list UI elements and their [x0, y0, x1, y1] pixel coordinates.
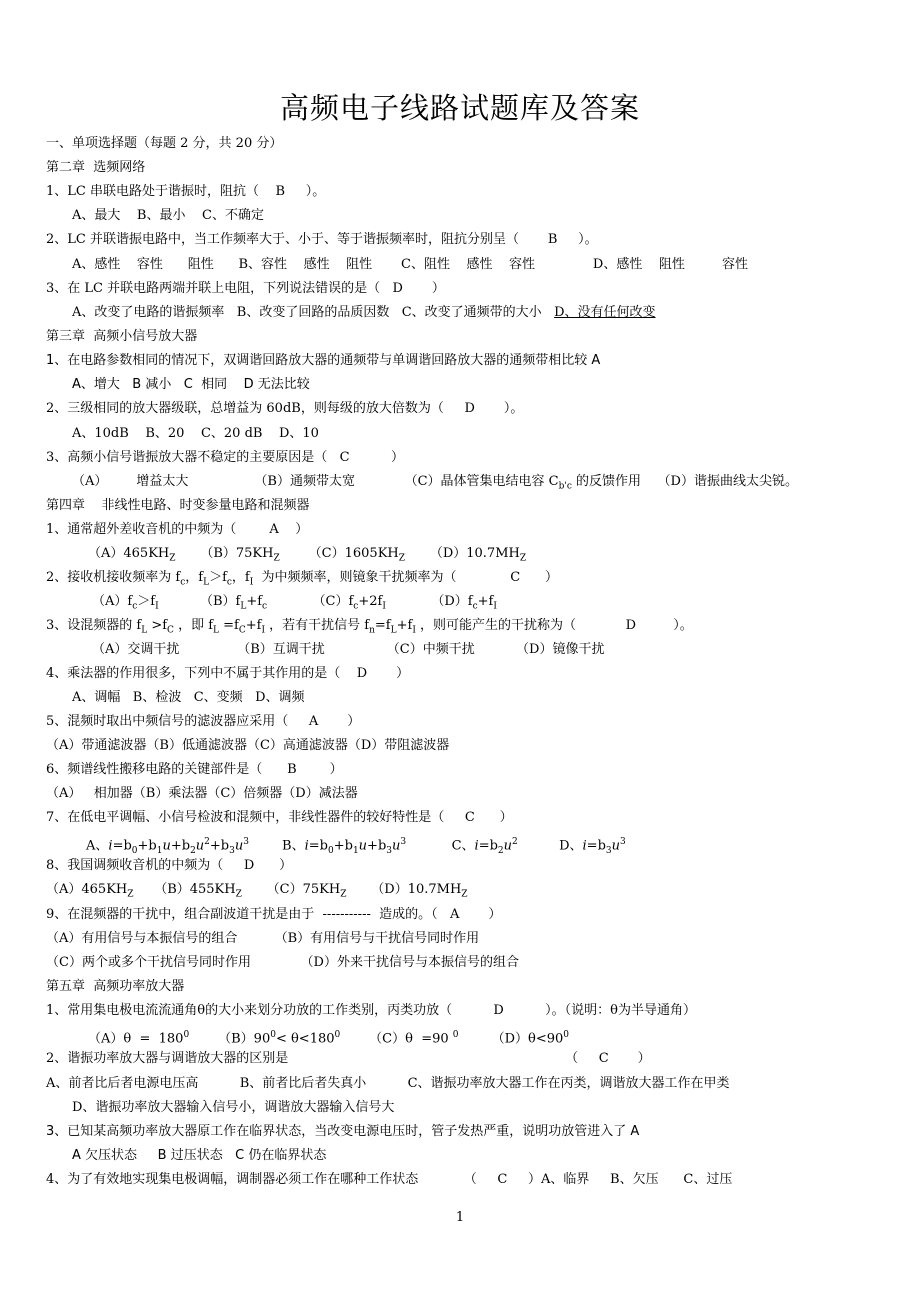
question-options: A、调幅 B、检波 C、变频 D、调频: [72, 690, 305, 705]
question-text: 1、通常超外差收音机的中频为（ A ）: [46, 522, 309, 537]
question-options: [72, 304, 656, 322]
question-options: （A）带通滤波器（B）低通滤波器（C）高通滤波器（D）带阻滤波器: [46, 738, 450, 753]
question-fragment: ，若有干扰信号 f: [269, 618, 370, 633]
subscript: Z: [169, 553, 176, 564]
option-text: （B）90: [189, 1031, 271, 1047]
option-text: （C）θ =90: [340, 1031, 453, 1047]
subscript: Z: [235, 889, 242, 900]
question-options: $(A)f_c>f_I$ $(B)f_L+f_c$ $(C)f_c+2f_I$ $(D)f_c+f_I$: [92, 594, 497, 612]
question-text: 2、LC 并联谐振电路中，当工作频率大于、小于、等于谐振频率时，阻抗分别呈（ B ）。: [46, 232, 598, 247]
question-options: （C）两个或多个干扰信号同时作用 （D）外来干扰信号与本振信号的组合: [46, 955, 519, 970]
question-text: 4、乘法器的作用很多，下列中不属于其作用的是（ D ）: [46, 666, 410, 681]
option-text: （B）75KH: [175, 546, 274, 561]
chapter-heading: 第三章 高频小信号放大器: [46, 329, 198, 344]
option-text: （A） 增益太大 （B）通频带太宽 （C）晶体管集电结电容 C: [72, 474, 559, 489]
question-options: D、谐振功率放大器输入信号小，调谐放大器输入信号大: [72, 1100, 395, 1115]
question-text: 9、在混频器的干扰中，组合副波道干扰是由于 ----------- 造成的。（ A ）: [46, 907, 502, 922]
subscript: Z: [273, 553, 280, 564]
question-fragment: 为中频频率，则镜象干扰频率为（ C ）: [253, 570, 559, 585]
subscript: Z: [340, 889, 347, 900]
option-text: （C）1605KH: [279, 546, 399, 561]
question-text: 2、谐振功率放大器与调谐放大器的区别是 （ C ）: [46, 1051, 651, 1066]
question-text: 2、三级相同的放大器级联，总增益为 60dB，则每级的放大倍数为（ D ）。: [46, 401, 524, 416]
question-text: 3、在 LC 并联电路两端并联上电阻，下列说法错误的是（ D ）: [46, 281, 445, 296]
subscript: Z: [519, 553, 527, 564]
question-options: A 欠压状态 B 过压状态 C 仍在临界状态: [72, 1148, 327, 1163]
option-text: （D）θ<90: [458, 1031, 564, 1047]
question-options: A、前者比后者电源电压高 B、前者比后者失真小 C、谐振功率放大器工作在丙类，调谐放大器工作在甲类: [46, 1076, 730, 1091]
question-fragment: 2、接收机接收频率为 f: [46, 570, 181, 585]
superscript: 0: [183, 1030, 190, 1040]
question-text: 3、设混频器的 $f_L >f_C$ ，即 $f_L =f_C+f_I$ ，若有干扰信号 $f_n=f_L+f_I$ ，则可能产生的干扰称为（ D ）。: [46, 618, 693, 636]
superscript: 0: [270, 1030, 276, 1040]
option-text: （D）10.7MH: [346, 882, 462, 897]
option-text: （A）f: [92, 594, 133, 609]
subscript: Z: [127, 889, 134, 900]
subscript: Z: [398, 553, 406, 564]
question-options: [46, 881, 468, 904]
question-text: 8、我国调频收音机的中频为（ D ）: [46, 858, 293, 873]
option-text: （D）10.7MH: [405, 546, 520, 561]
question-text: 1、LC 串联电路处于谐振时，阻抗（ B ）。: [46, 184, 326, 199]
page-title: 高频电子线路试题库及答案: [279, 91, 640, 125]
question-text: 5、混频时取出中频信号的滤波器应采用（ A ）: [46, 714, 361, 729]
chapter-heading: 第四章 非线性电路、时变参量电路和混频器: [46, 498, 310, 513]
question-options: A、增大 B 减小 C 相同 D 无法比较: [72, 377, 310, 392]
question-text: 4、为了有效地实现集电极调幅，调制器必须工作在哪种工作状态 （ C ）A、临界 B、欠压 C、过压: [46, 1172, 733, 1187]
question-options: （A）交调干扰 （B）互调干扰 （C）中频干扰 （D）镜像干扰: [92, 642, 605, 657]
question-options: A、感性 容性 阻性 B、容性 感性 阻性 C、阻性 感性 容性 D、感性 阻性 容性: [72, 257, 749, 272]
question-text: 3、高频小信号谐振放大器不稳定的主要原因是（ C ）: [46, 450, 404, 465]
question-options: A、最大 B、最小 C、不确定: [72, 208, 264, 223]
page-number: 1: [455, 1210, 465, 1225]
option-text: A、改变了电路的谐振频率 B、改变了回路的品质因数 C、改变了通频带的大小: [72, 305, 555, 320]
question-options: [88, 545, 526, 568]
question-text: 1、在电路参数相同的情况下，双调谐回路放大器的通频带与单调谐回路放大器的通频带相比较 A: [46, 353, 601, 368]
option-text: （A）θ = 180: [88, 1031, 184, 1047]
superscript: 0: [452, 1030, 459, 1040]
chapter-heading: 第五章 高频功率放大器: [46, 979, 185, 994]
subscript: b'c: [558, 481, 572, 492]
subscript: Z: [461, 889, 468, 900]
formula-options: A、$i=b_0+b_1u+b_2u^2+b_3u^3$ B、$i=b_0+b_1u+b_3u^3$ C、$i=b_2u^2$ D、$i=b_3u^3$: [86, 837, 626, 856]
option-text: < θ<180: [275, 1031, 335, 1047]
question-text: 3、已知某高频功率放大器原工作在临界状态，当改变电源电压时，管子发热严重，说明功放管进入了 A: [46, 1124, 640, 1139]
question-text: 2、接收机接收频率为 $f_c$，$f_L>f_c$，$f_I$ 为中频频率，则镜象干扰频率为（ C ）: [46, 570, 559, 588]
option-text: （A）465KH: [88, 546, 170, 561]
option-text: 的反馈作用 （D）谐振曲线太尖锐。: [571, 474, 798, 489]
chapter-heading: 第二章 选频网络: [46, 160, 146, 175]
question-fragment: 3、设混频器的 f: [46, 618, 142, 633]
option-text: （A）465KH: [46, 882, 128, 897]
question-text: 1、常用集电极电流流通角θ的大小来划分功放的工作类别，丙类功放（ D ）。（说明：θ为半导通角）: [46, 1003, 696, 1018]
superscript: 0: [334, 1030, 341, 1040]
underlined-option: D、没有任何改变: [554, 305, 656, 320]
question-options: [72, 473, 798, 496]
question-fragment: ，则可能产生的干扰称为（ D ）。: [420, 618, 693, 633]
question-options: [88, 1026, 569, 1048]
option-text: （C）75KH: [241, 882, 341, 897]
question-options: A、10dB B、20 C、20 dB D、10: [72, 426, 319, 441]
option-text: （B）455KH: [133, 882, 236, 897]
question-text: 6、频谱线性搬移电路的关键部件是（ B ）: [46, 762, 343, 777]
section-heading: 一、单项选择题（每题 2 分，共 20 分）: [46, 136, 283, 151]
question-options: （A）有用信号与本振信号的组合 （B）有用信号与干扰信号同时作用: [46, 931, 480, 946]
question-options: （A） 相加器（B）乘法器（C）倍频器（D）减法器: [46, 786, 358, 801]
superscript: 0: [563, 1030, 570, 1040]
question-text: 7、在低电平调幅、小信号检波和混频中，非线性器件的较好特性是（ C ）: [46, 810, 513, 825]
